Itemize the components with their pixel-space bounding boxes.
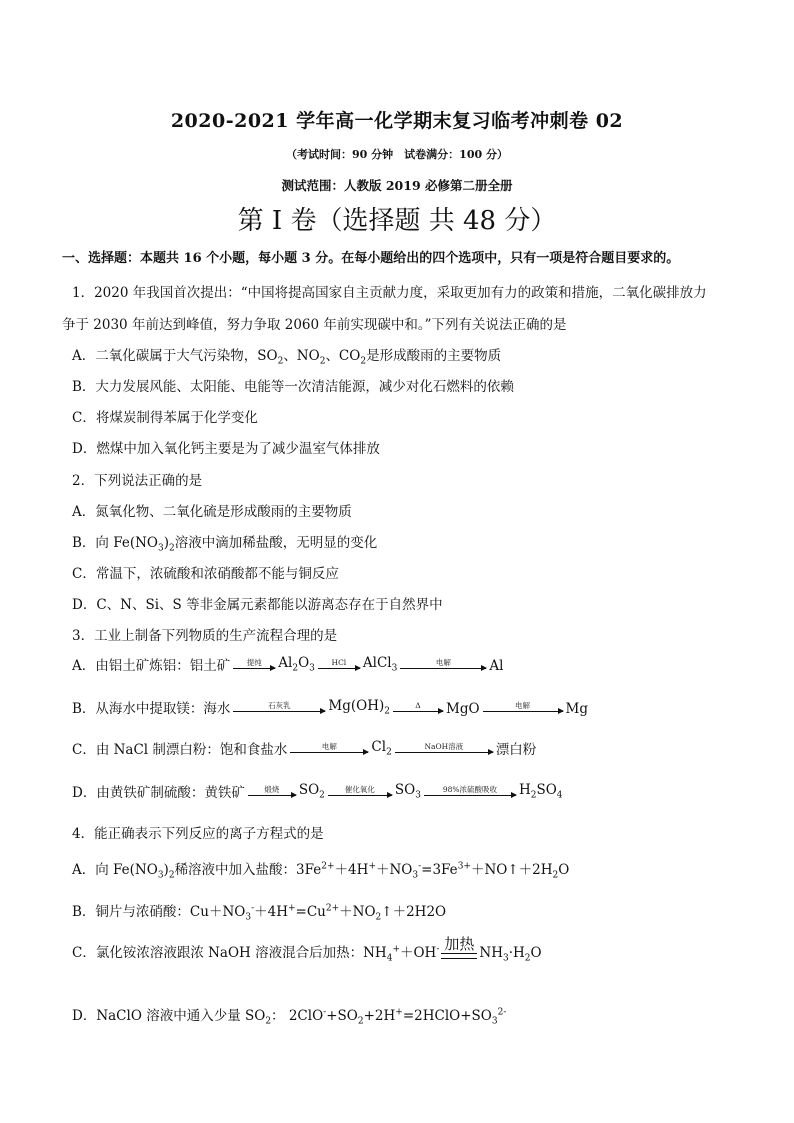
q2-option-c: C．常温下，浓硫酸和浓硝酸都不能与铜反应 xyxy=(72,566,339,582)
flow-arrow: NaOH溶液 xyxy=(395,742,493,758)
q1-option-c: C．将煤炭制得苯属于化学变化 xyxy=(72,410,258,426)
q1-option-d: D．燃煤中加入氧化钙主要是为了减少温室气体排放 xyxy=(72,441,380,457)
section-instructions: 一、选择题：本题共 16 个小题，每小题 3 分。在每小题给出的四个选项中，只有一项是符合题目要求的。 xyxy=(62,251,680,266)
exam-scope: 测试范围：人教版 2019 必修第二册全册 xyxy=(281,178,513,193)
q1-stem-line2: 争于 2030 年前达到峰值，努力争取 2060 年前实现碳中和。”下列有关说法正确的是 xyxy=(62,317,567,333)
q1-option-a: A．二氧化碳属于大气污染物，$SO_2$、$NO_2$、$CO_2$是形成酸雨的主要物质 xyxy=(72,348,502,367)
q2-option-d: D．C、N、Si、S 等非金属元素都能以游离态存在于自然界中 xyxy=(72,597,443,613)
volume-heading: 第 I 卷（选择题 共 48 分） xyxy=(237,206,557,236)
flow-arrow: 电解 xyxy=(483,701,563,717)
flow-arrow: 电解 xyxy=(290,742,368,758)
flow-arrow: Δ xyxy=(393,701,443,717)
flow-arrow: 98%浓硫酸吸收 xyxy=(424,785,516,801)
q4-option-b: B．铜片与浓硝酸：$Cu+NO_3^-+4H^+=Cu^{2+}+NO_2↑+2H2O$ xyxy=(72,903,447,923)
q4-option-a: A．向 $Fe(NO_3)_2$稀溶液中加入盐酸：$3Fe^{2+}+4H^++NO_3^-=3Fe^{3+}+NO↑+2H_2O$ xyxy=(72,861,570,881)
q4-stem: 4．能正确表示下列反应的离子方程式的是 xyxy=(72,826,324,842)
flow-arrow: HCl xyxy=(318,658,360,674)
heating-condition: 加热 xyxy=(441,935,477,964)
flow-arrow: 电解 xyxy=(400,658,486,674)
q3-stem: 3．工业上制备下列物质的生产流程合理的是 xyxy=(72,628,338,644)
flow-arrow: 石灰乳 xyxy=(233,701,325,717)
q3-option-a: A．由铝土矿炼铝：铝土矿 提纯 $Al_2O_3$ HCl AlCl$_3$ 电解 Al xyxy=(72,655,504,674)
q3-option-d: D．由黄铁矿制硫酸：黄铁矿 煅烧 $SO_2$ 催化氧化 $SO_3$ 98%浓硫酸吸收 $H_2SO_4$ xyxy=(72,782,563,801)
q2-option-a: A．氮氧化物、二氧化硫是形成酸雨的主要物质 xyxy=(72,504,352,520)
q2-option-b: B．向 $Fe(NO_3)_2$溶液中滴加稀盐酸，无明显的变化 xyxy=(72,535,378,554)
q4-option-d: D．NaClO 溶液中通入少量 $SO_2$： $2ClO^-+SO_2+2H^+=2HClO+SO_3^{2-}$ xyxy=(72,1007,507,1027)
flow-arrow: 提纯 xyxy=(233,658,275,674)
exam-title: 2020-2021 学年高一化学期末复习临考冲刺卷 02 xyxy=(170,110,624,132)
flow-arrow: 催化氧化 xyxy=(328,785,392,801)
flow-arrow: 煅烧 xyxy=(248,785,296,801)
exam-info: （考试时间：90 分钟 试卷满分：100 分） xyxy=(286,148,508,161)
q1-stem-line1: 1．2020 年我国首次提出：“中国将提高国家自主贡献力度，采取更加有力的政策和措施，二氧化碳排放力 xyxy=(72,285,707,301)
q2-stem: 2．下列说法正确的是 xyxy=(72,473,203,489)
q1-option-b: B．大力发展风能、太阳能、电能等一次清洁能源，减少对化石燃料的依赖 xyxy=(72,379,514,395)
q3-option-c: C．由 NaCl 制漂白粉：饱和食盐水 电解 $Cl_2$ NaOH溶液 漂白粉 xyxy=(72,739,537,758)
q3-option-b: B．从海水中提取镁：海水 石灰乳 $Mg(OH)_2$ Δ MgO 电解 Mg xyxy=(72,698,589,717)
q4-option-c: C．氯化铵浓溶液跟浓 NaOH 溶液混合后加热：$NH_4^++OH^-$ 加热 $NH_3\cdot H_2O$ xyxy=(72,935,542,964)
